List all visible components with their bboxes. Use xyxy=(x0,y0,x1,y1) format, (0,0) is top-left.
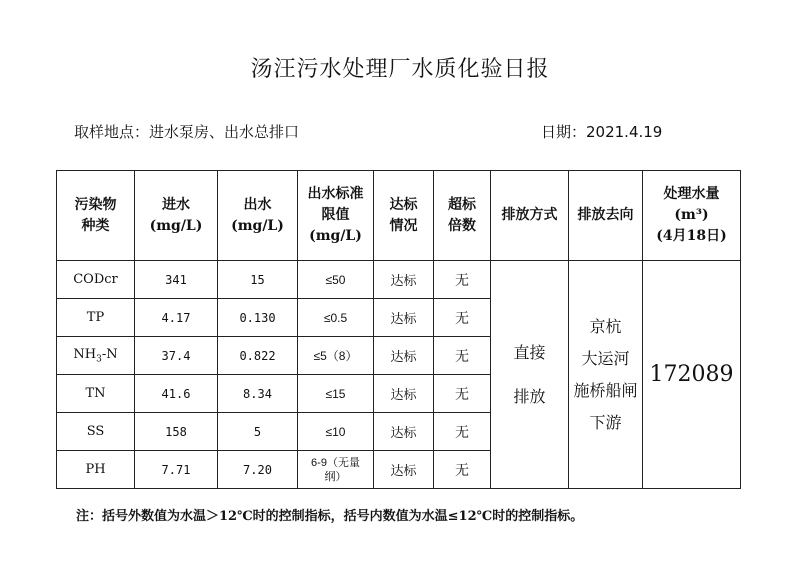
outflow-value: 7.20 xyxy=(218,451,298,489)
inflow-value: 37.4 xyxy=(135,337,218,375)
header-volume: 处理水量 (m³) (4月18日) xyxy=(643,171,741,261)
status-value: 达标 xyxy=(374,413,434,451)
multiple-value: 无 xyxy=(434,337,491,375)
header-discharge-direction: 排放去向 xyxy=(569,171,643,261)
inflow-value: 4.17 xyxy=(135,299,218,337)
pollutant-name: CODcr xyxy=(57,261,135,299)
outflow-value: 5 xyxy=(218,413,298,451)
pollutant-name: PH xyxy=(57,451,135,489)
pollutant-name: TN xyxy=(57,375,135,413)
discharge-direction-cell: 京杭 大运河 施桥船闸 下游 xyxy=(569,261,643,489)
limit-value: ≤15 xyxy=(298,375,374,413)
pollutant-name: TP xyxy=(57,299,135,337)
outflow-value: 15 xyxy=(218,261,298,299)
header-pollutant: 污染物 种类 xyxy=(57,171,135,261)
status-value: 达标 xyxy=(374,375,434,413)
outflow-value: 0.130 xyxy=(218,299,298,337)
outflow-value: 8.34 xyxy=(218,375,298,413)
multiple-value: 无 xyxy=(434,451,491,489)
limit-value: 6-9（无量 纲） xyxy=(298,451,374,489)
discharge-method-cell: 直接 排放 xyxy=(491,261,569,489)
inflow-value: 7.71 xyxy=(135,451,218,489)
header-status: 达标 情况 xyxy=(374,171,434,261)
water-quality-table xyxy=(56,170,741,489)
status-value: 达标 xyxy=(374,299,434,337)
report-title: 汤汪污水处理厂水质化验日报 xyxy=(250,57,550,82)
inflow-value: 341 xyxy=(135,261,218,299)
status-value: 达标 xyxy=(374,261,434,299)
pollutant-name: SS xyxy=(57,413,135,451)
inflow-value: 41.6 xyxy=(135,375,218,413)
limit-value: ≤50 xyxy=(298,261,374,299)
treated-volume: 172089 xyxy=(643,261,741,489)
sampling-location: 取样地点：进水泵房、出水总排口 xyxy=(74,123,300,141)
table-row xyxy=(57,261,741,299)
header-limit: 出水标准 限值 (mg/L) xyxy=(298,171,374,261)
multiple-value: 无 xyxy=(434,413,491,451)
limit-value: ≤10 xyxy=(298,413,374,451)
header-discharge-method: 排放方式 xyxy=(491,171,569,261)
pollutant-name: $NH_3-N$ xyxy=(57,337,135,375)
report-date: 日期：2021.4.19 xyxy=(541,123,663,141)
status-value: 达标 xyxy=(374,451,434,489)
limit-value: ≤0.5 xyxy=(298,299,374,337)
multiple-value: 无 xyxy=(434,299,491,337)
limit-value: ≤5（8） xyxy=(298,337,374,375)
multiple-value: 无 xyxy=(434,261,491,299)
header-outflow: 出水 (mg/L) xyxy=(218,171,298,261)
status-value: 达标 xyxy=(374,337,434,375)
outflow-value: 0.822 xyxy=(218,337,298,375)
table-header-row xyxy=(57,171,741,261)
header-multiple: 超标 倍数 xyxy=(434,171,491,261)
header-inflow: 进水 (mg/L) xyxy=(135,171,218,261)
multiple-value: 无 xyxy=(434,375,491,413)
inflow-value: 158 xyxy=(135,413,218,451)
footnote: 注：括号外数值为水温＞12℃时的控制指标，括号内数值为水温≤12℃时的控制指标。 xyxy=(76,509,584,524)
